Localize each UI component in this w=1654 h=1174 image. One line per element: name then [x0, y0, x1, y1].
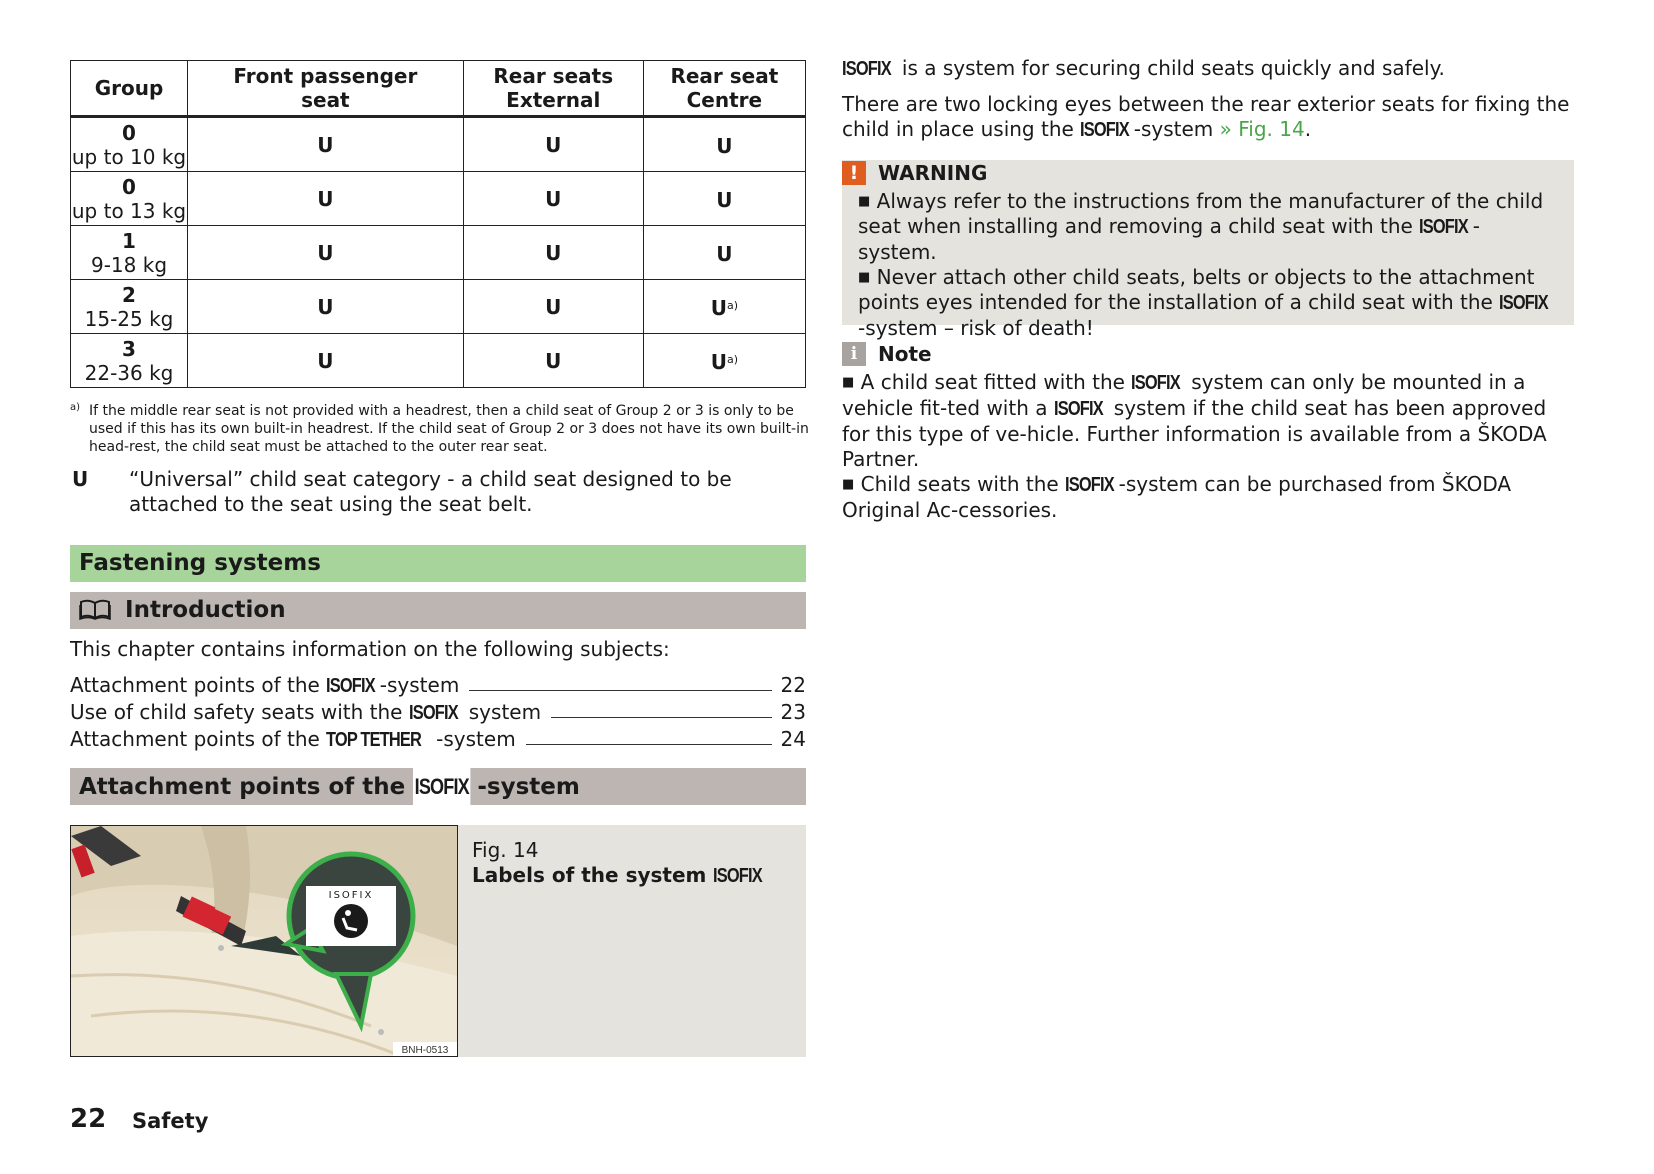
warning-title: WARNING [878, 161, 988, 185]
figure-image [70, 825, 458, 1057]
rear-ext-cell: U [463, 172, 643, 226]
header-front-passenger: Front passenger seat [188, 61, 464, 117]
figure-title: Labels of the system ISOFIX [472, 863, 763, 887]
header-group: Group [71, 61, 188, 117]
note-body [842, 370, 1570, 523]
header-rear-external: Rear seats External [463, 61, 643, 117]
info-icon: i [842, 342, 866, 366]
footnote-mark: a) [70, 402, 81, 413]
page-number: 22 [70, 1104, 107, 1134]
rear-ext-cell: U [463, 117, 643, 172]
isofix-mark: ISOFIX [1053, 398, 1103, 420]
toc-page: 22 [780, 673, 806, 697]
definition-text: “Universal” child seat category - a child seat designed to be attached to the seat using the seat belt. [129, 467, 732, 516]
list-item: ■ Child seats with the ISOFIX -system can be purchased from ŠKODA Original Ac-cessories. [842, 472, 1512, 522]
list-item: ■ Always refer to the instructions from the manufacturer of the child seat when installing and removing a child seat with the ISOFIX -system. [858, 189, 1544, 264]
intro-text: This chapter contains information on the following subjects: [70, 637, 670, 661]
rear-ext-cell: U [463, 280, 643, 334]
isofix-mark: ISOFIX [408, 702, 458, 724]
toc-item[interactable]: Attachment points of the TOP TETHER -system 24 [70, 727, 806, 751]
isofix-intro-paragraph: ISOFIX is a system for securing child seats quickly and safely. [842, 56, 1445, 80]
subsection-heading-attachment: Attachment points of the ISOFIX -system [70, 768, 806, 805]
front-cell: U [188, 172, 464, 226]
section-heading-fastening: Fastening systems [70, 545, 806, 582]
header-rear-centre: Rear seat Centre [643, 61, 805, 117]
definition-key: U [72, 467, 89, 491]
subsection-heading-introduction: Introduction [70, 592, 806, 629]
figure-caption [472, 838, 767, 889]
toc-item[interactable]: Attachment points of the ISOFIX -system 22 [70, 673, 806, 697]
rear-centre-cell: U [643, 226, 805, 280]
isofix-mark: ISOFIX [842, 58, 891, 80]
universal-definition [70, 467, 810, 517]
rear-ext-cell: U [463, 334, 643, 388]
rear-ext-cell: U [463, 226, 643, 280]
isofix-mark: ISOFIX [1065, 474, 1114, 496]
front-cell: U [188, 226, 464, 280]
rear-centre-cell: U [643, 117, 805, 172]
group-cell: 2 15-25 kg [71, 280, 188, 334]
rear-centre-cell: U$^{a)}$ [643, 280, 805, 334]
note-title: Note [878, 342, 932, 366]
front-cell: U [188, 334, 464, 388]
group-cell: 1 9-18 kg [71, 226, 188, 280]
isofix-mark: ISOFIX [1419, 216, 1469, 238]
table-row [71, 172, 806, 226]
isofix-mark: ISOFIX [326, 675, 376, 697]
child-seat-table [70, 60, 806, 388]
front-cell: U [188, 280, 464, 334]
table-footnote [70, 402, 810, 456]
footer-section: Safety [132, 1109, 209, 1133]
table-row [71, 280, 806, 334]
isofix-mark: ISOFIX [1499, 292, 1549, 314]
rear-centre-cell: U [643, 172, 805, 226]
table-row [71, 226, 806, 280]
rear-centre-cell: U$^{a)}$ [643, 334, 805, 388]
isofix-mark: ISOFIX [1131, 372, 1181, 394]
toc-page: 23 [780, 700, 806, 724]
warning-body [858, 189, 1558, 341]
figure-number: Fig. 14 [472, 838, 539, 862]
group-cell: 0 up to 10 kg [71, 117, 188, 172]
figure-link[interactable]: » Fig. 14 [1219, 117, 1305, 141]
footnote-text: If the middle rear seat is not provided with a headrest, then a child seat of Group 2 or 3 is only to be used if this has its own built-in headrest. If the child seat of Group 2 or 3 does not have its own built-in head-rest, the child seat must be attached to the outer rear seat. [89, 403, 809, 455]
isofix-badge-text: ISOFIX [328, 890, 374, 901]
front-cell: U [188, 117, 464, 172]
top-tether-mark: TOP TETHER [326, 729, 422, 751]
warning-icon: ! [842, 161, 866, 185]
group-cell: 3 22-36 kg [71, 334, 188, 388]
group-cell: 0 up to 13 kg [71, 172, 188, 226]
table-row [71, 117, 806, 172]
isofix-mark: ISOFIX [713, 865, 763, 887]
locking-eyes-paragraph: There are two locking eyes between the rear exterior seats for fixing the child in place using the ISOFIX -system » Fig. 14. [842, 92, 1570, 141]
list-item: ■ A child seat fitted with the ISOFIX system can only be mounted in a vehicle fit-ted with a ISOFIX system if the child seat has been approved for this type of ve-hicle. Further information is available from a ŠKODA Partner. [842, 370, 1547, 471]
isofix-mark: ISOFIX [1080, 119, 1130, 141]
isofix-mark: ISOFIX [413, 768, 471, 805]
list-item: ■ Never attach other child seats, belts or objects to the attachment points eyes intended for the installation of a child seat with the ISOFIX-system – risk of death! [858, 265, 1549, 340]
figure-code: BNH-0513 [401, 1045, 449, 1056]
book-icon [79, 595, 111, 632]
toc-page: 24 [780, 727, 806, 751]
toc-item[interactable]: Use of child safety seats with the ISOFIX system 23 [70, 700, 806, 724]
table-row [71, 334, 806, 388]
